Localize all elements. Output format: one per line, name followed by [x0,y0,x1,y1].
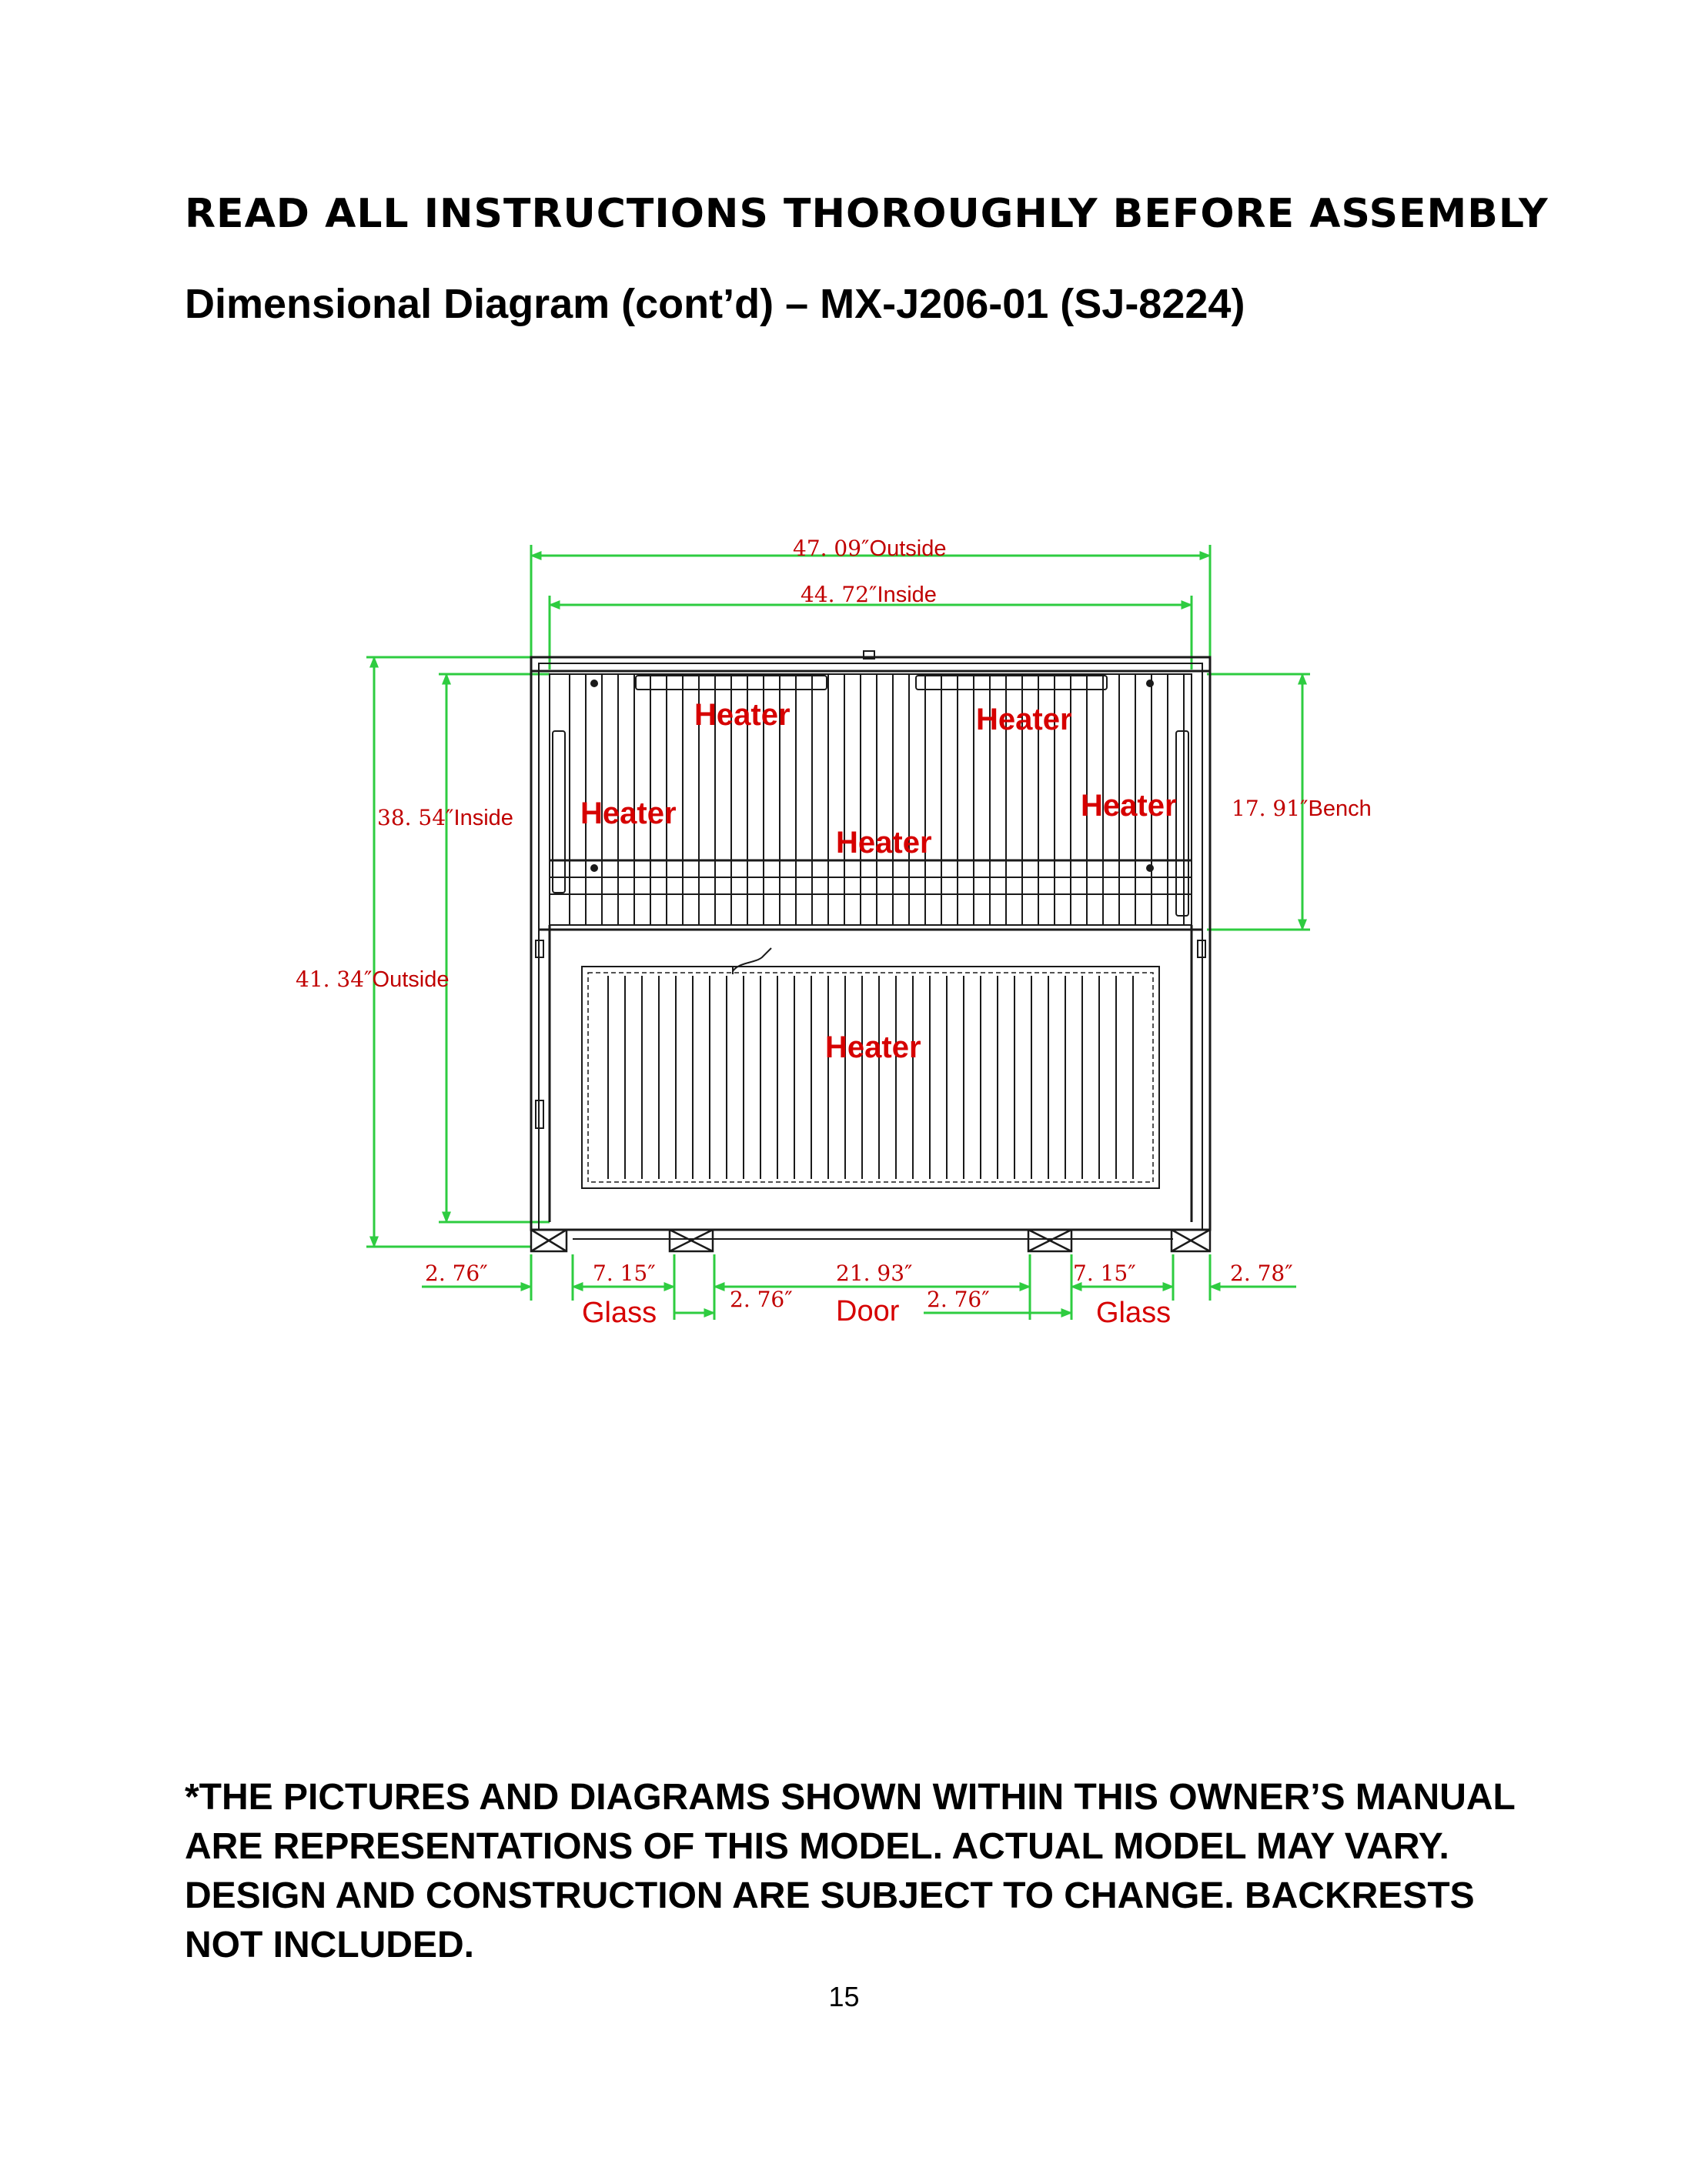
left-margin-dim: 2. 76″ [425,1261,488,1286]
left-glass-dim: 7. 15″ [593,1261,656,1286]
heater-label-center: Heater [836,826,932,860]
front-slats [608,976,1133,1179]
dimension-lines [366,545,1310,1320]
heater-label-seat: Heater [825,1030,921,1064]
inside-width-label: 44. 72″Inside [801,582,937,607]
right-glass-label: Glass [1096,1297,1172,1329]
disclaimer-text: *THE PICTURES AND DIAGRAMS SHOWN WITHIN THIS OWNER’S MANUAL ARE REPRESENTATIONS OF THIS MODEL. ACTUAL MODEL MAY VARY. DESIGN AND CONSTRUCTION ARE SUBJECT TO CHANGE. BACKRESTS NOT INCLUDED. [185,1777,1515,1965]
bench-outline [531,651,1210,1251]
right-gap-dim: 2. 76″ [927,1287,990,1312]
left-gap-dim: 2. 76″ [730,1287,793,1312]
door-dim: 21. 93″ [836,1261,913,1286]
right-glass-dim: 7. 15″ [1073,1261,1136,1286]
heater-label-top-left: Heater [694,698,791,732]
left-glass-label: Glass [582,1297,657,1329]
outside-height-label: 41. 34″Outside [296,967,450,992]
diagram-title: Dimensional Diagram (cont’d) – MX-J206-01 (SJ-8224) [185,281,1245,327]
heater-label-right: Heater [1081,789,1177,823]
outside-width-label: 47. 09″Outside [793,536,947,561]
right-margin-dim: 2. 78″ [1230,1261,1293,1286]
page-heading: READ ALL INSTRUCTIONS THOROUGHLY BEFORE ASSEMBLY [185,191,1549,237]
page-number: 15 [828,1981,860,2012]
heater-label-top-right: Heater [976,703,1072,736]
inside-height-label: 38. 54″Inside [377,805,513,830]
bench-height-label: 17. 91″Bench [1232,796,1372,821]
heater-label-left: Heater [580,796,677,830]
door-label: Door [836,1295,900,1327]
